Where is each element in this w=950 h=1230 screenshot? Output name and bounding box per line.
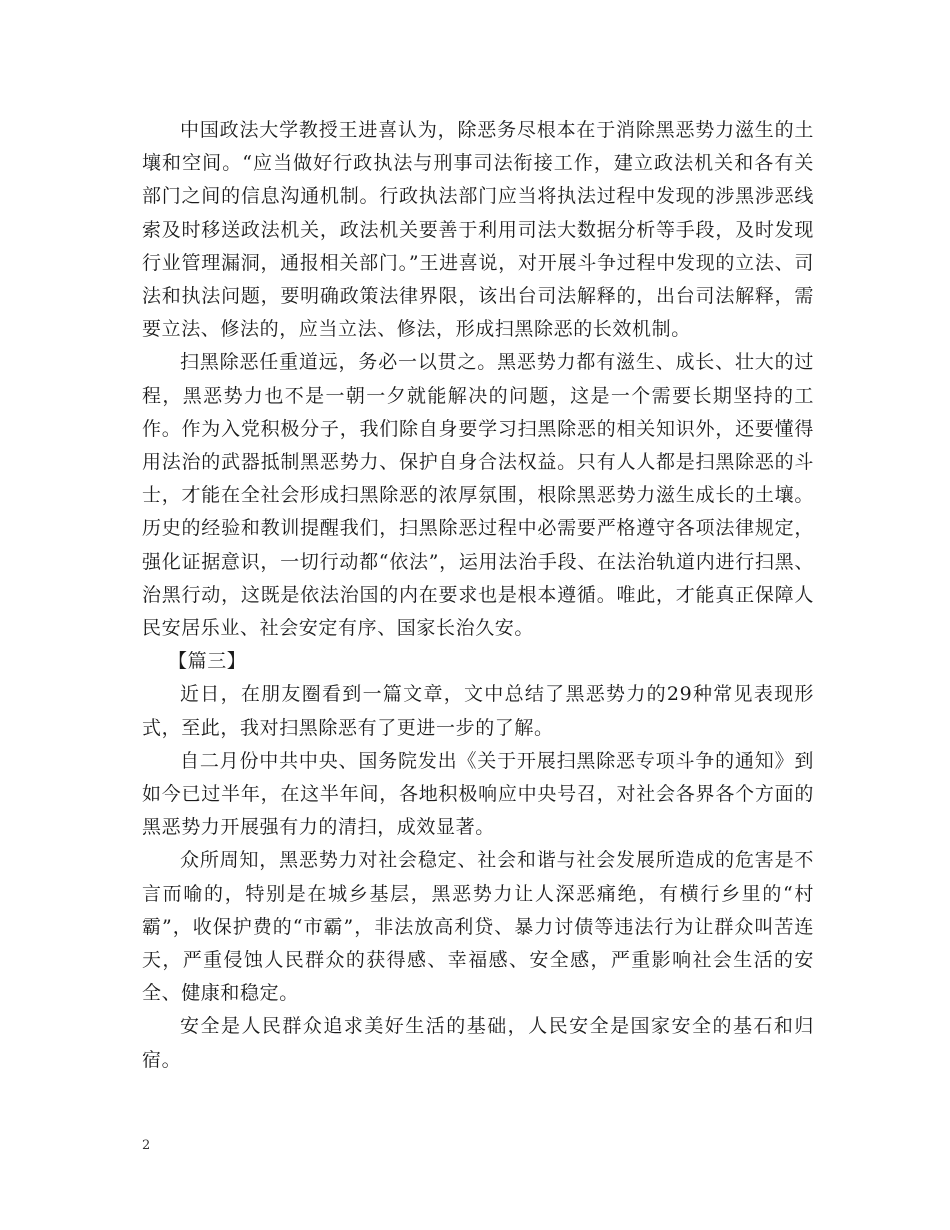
- page-number: 2: [142, 1138, 151, 1153]
- section-heading-part-three: 【篇三】: [168, 650, 247, 673]
- paragraph-harm-of-gangs: 众所周知，黑恶势力对社会稳定、社会和谐与社会发展所造成的危害是不言而喻的，特别是在城乡基层，黑恶势力让人深恶痛绝，有横行乡里的“村霸”，收保护费的“市霸”，非法放高利贷、暴力讨债等违法行为让群众叫苦连天，严重侵蚀人民群众的获得感、幸福感、安全感，严重影响社会生活的安全、健康和稳定。: [142, 849, 814, 1005]
- document-body: [142, 114, 814, 1077]
- paragraph-wechat-article: 近日，在朋友圈看到一篇文章，文中总结了黑恶势力的29种常见表现形式，至此，我对扫黑除恶有了更进一步的了解。: [142, 683, 814, 739]
- paragraph-special-campaign: 自二月份中共中央、国务院发出《关于开展扫黑除恶专项斗争的通知》到如今已过半年，在这半年间，各地积极响应中央号召，对社会各界各个方面的黑恶势力开展强有力的清扫，成效显著。: [142, 749, 814, 839]
- paragraph-wang-jinxi: 中国政法大学教授王进喜认为，除恶务尽根本在于消除黑恶势力滋生的土壤和空间。“应当做好行政执法与刑事司法衔接工作，建立政法机关和各有关部门之间的信息沟通机制。行政执法部门应当将执法过程中发现的涉黑涉恶线索及时移送政法机关，政法机关要善于利用司法大数据分析等手段，及时发现行业管理漏洞，通报相关部门。”王进喜说，对开展斗争过程中发现的立法、司法和执法问题，要明确政策法律界限，该出台司法解释的，出台司法解释，需要立法、修法的，应当立法、修法，形成扫黑除恶的长效机制。: [142, 119, 814, 341]
- paragraph-long-term-effort: 扫黑除恶任重道远，务必一以贯之。黑恶势力都有滋生、成长、壮大的过程，黑恶势力也不是一朝一夕就能解决的问题，这是一个需要长期坚持的工作。作为入党积极分子，我们除自身要学习扫黑除恶的相关知识外，还要懂得用法治的武器抵制黑恶势力、保护自身合法权益。只有人人都是扫黑除恶的斗士，才能在全社会形成扫黑除恶的浓厚氛围，根除黑恶势力滋生成长的土壤。历史的经验和教训提醒我们，扫黑除恶过程中必需要严格遵守各项法律规定，强化证据意识，一切行动都“依法”，运用法治手段、在法治轨道内进行扫黑、治黑行动，这既是依法治国的内在要求也是根本遵循。唯此，才能真正保障人民安居乐业、社会安定有序、国家长治久安。: [142, 351, 814, 640]
- paragraph-people-safety: 安全是人民群众追求美好生活的基础，人民安全是国家安全的基石和归宿。: [142, 1015, 814, 1071]
